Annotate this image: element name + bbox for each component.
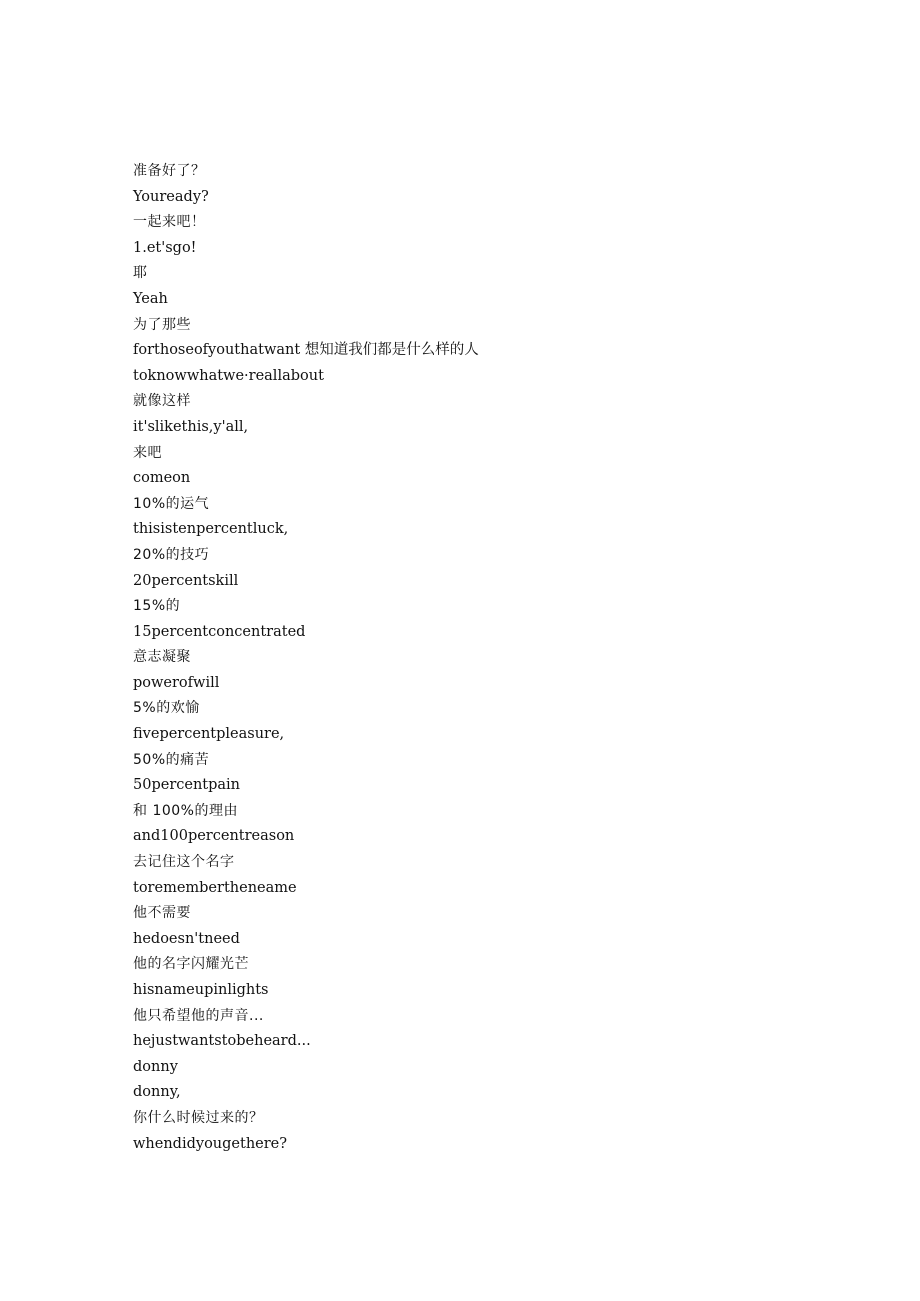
lyric-line-english: forthoseofyouthatwant 想知道我们都是什么样的人 — [133, 342, 479, 359]
lyric-line-chinese: 和 100%的理由 — [133, 802, 238, 819]
lyric-line-english: fivepercentpleasure, — [133, 726, 285, 743]
lyric-line-english: 1.et'sgo! — [133, 239, 197, 256]
lyric-line-english: hisnameupinlights — [133, 982, 269, 998]
lyric-line-chinese: 准备好了？ — [133, 163, 206, 179]
lyric-line-english: donny, — [133, 1084, 181, 1101]
lyric-line-english: donny — [133, 1058, 178, 1075]
lyric-line-english: Yeah — [133, 290, 168, 307]
lyric-line-chinese: 他不需要 — [133, 905, 191, 922]
lyric-line-chinese: 他只希望他的声音... — [133, 1007, 264, 1024]
lyric-line-english: it'slikethis,y'all, — [133, 418, 249, 435]
lyric-line-chinese: 就像这样 — [133, 393, 191, 410]
lyric-line-english: toremembertheneame — [133, 879, 297, 896]
lyric-line-english: 50percentpain — [133, 777, 241, 794]
lyric-line-chinese: 10%的运气 — [133, 495, 210, 512]
lyrics-list — [133, 159, 833, 1157]
lyric-line-chinese: 他的名字闪耀光芒 — [133, 956, 249, 973]
lyric-line-chinese: 为了那些 — [133, 316, 191, 333]
lyric-line-english: whendidyougethere? — [133, 1135, 288, 1152]
lyric-line-chinese: 意志凝聚 — [133, 649, 191, 666]
lyric-line-chinese: 来吧 — [133, 444, 162, 461]
lyric-line-chinese: 50%的痛苦 — [133, 751, 210, 768]
lyric-line-english: hejustwantstobeheard... — [133, 1033, 311, 1050]
lyric-line-english: 20percentskill — [133, 572, 239, 589]
lyric-line-english: 15percentconcentrated — [133, 623, 306, 640]
lyric-line-english: comeon — [133, 470, 191, 487]
lyric-line-english: toknowwhatwe·reallabout — [133, 367, 324, 384]
lyric-line-chinese: 你什么时候过来的？ — [133, 1109, 264, 1126]
lyric-line-english: hedoesn'tneed — [133, 930, 240, 947]
lyric-line-chinese: 15%的 — [133, 598, 181, 615]
lyric-line-english: and100percentreason — [133, 828, 295, 845]
lyric-line-english: powerofwill — [133, 674, 220, 691]
lyric-line-english: Youready? — [133, 188, 209, 205]
lyric-line-chinese: 20%的技巧 — [133, 546, 210, 563]
lyric-line-chinese: 5%的欢愉 — [133, 700, 200, 717]
lyric-line-chinese: 去记住这个名字 — [133, 854, 235, 871]
lyric-line-english: thisistenpercentluck, — [133, 521, 289, 538]
lyric-line-chinese: 一起来吧！ — [133, 214, 206, 231]
lyric-line-chinese: 耶 — [133, 265, 148, 282]
